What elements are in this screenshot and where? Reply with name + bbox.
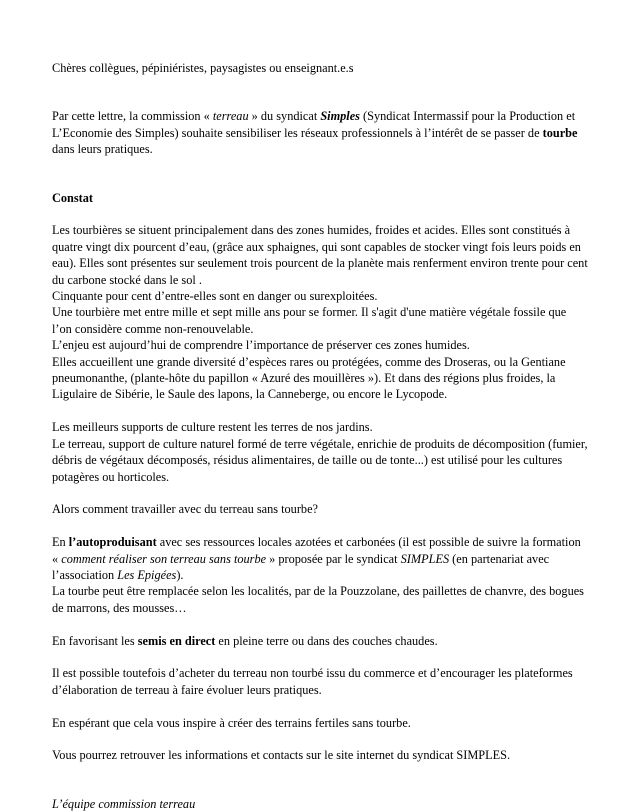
solution2-part2: en pleine terre ou dans des couches chaudes. bbox=[215, 633, 438, 648]
solution1-autoproduisant-bold: l’autoproduisant bbox=[68, 535, 157, 550]
constat-paragraph-3: Une tourbière met entre mille et sept mille ans pour se former. Il s'agit d'une matière végétale fossile que l’on considère comme non-renouvelable. bbox=[52, 305, 567, 336]
solution1-part3: » proposée par le syndicat bbox=[266, 551, 401, 566]
spacer bbox=[52, 403, 589, 419]
spacer bbox=[52, 158, 589, 190]
signature-line: L’équipe commission terreau bbox=[52, 796, 196, 811]
constat-paragraph-4: L’enjeu est aujourd’hui de comprendre l’importance de préserver ces zones humides. bbox=[52, 338, 470, 353]
spacer bbox=[52, 518, 589, 534]
terreau-paragraph-2: Le terreau, support de culture naturel formé de terre végétale, enrichie de produits de décomposition (fumier, débris de végétaux décomposés, résidus alimentaires, de taille ou de tonte...) est utilisé pour les cultures potagères ou horticoles. bbox=[52, 436, 588, 484]
solution1-formation-italic: comment réaliser son terreau sans tourbe bbox=[61, 551, 267, 566]
spacer bbox=[52, 76, 589, 108]
intro-tourbe-bold: tourbe bbox=[542, 125, 578, 140]
solution1-part5: ). bbox=[176, 567, 184, 582]
solution1-simples-italic: SIMPLES bbox=[400, 551, 450, 566]
solution2-part1: En favorisant les bbox=[52, 633, 138, 648]
closing-paragraph-1: En espérant que cela vous inspire à créer des terrains fertiles sans tourbe. bbox=[52, 715, 411, 730]
intro-text-part3: (Syndicat Intermassif pour la Production et L’Economie des Simples) souhaite sensibiliser les réseaux professionnels à l’intérêt de se passer de bbox=[52, 109, 576, 140]
spacer bbox=[52, 764, 589, 796]
terreau-paragraph-1: Les meilleurs supports de culture restent les terres de nos jardins. bbox=[52, 420, 373, 435]
spacer bbox=[52, 698, 589, 714]
intro-terreau-italic: terreau bbox=[212, 109, 249, 124]
solution1-part4: (en partenariat avec l’association bbox=[52, 551, 550, 582]
constat-paragraph-2: Cinquante pour cent d’entre-elles sont en danger ou surexploitées. bbox=[52, 289, 378, 304]
spacer bbox=[52, 616, 589, 632]
solution2-semis-bold: semis en direct bbox=[137, 633, 216, 648]
spacer bbox=[52, 731, 589, 747]
solution1-part2: avec ses ressources locales azotées et carbonées (il est possible de suivre la formation « bbox=[52, 535, 581, 566]
spacer bbox=[52, 206, 589, 222]
spacer bbox=[52, 485, 589, 501]
intro-text-part2: » du syndicat bbox=[248, 109, 321, 124]
document-body bbox=[52, 60, 589, 812]
spacer bbox=[52, 649, 589, 665]
solution-commerce-paragraph: Il est possible toutefois d’acheter du terreau non tourbé issu du commerce et d’encourager les plateformes d’élaboration de terreau à faire évoluer leurs pratiques. bbox=[52, 666, 573, 697]
intro-text-part4: dans leurs pratiques. bbox=[52, 142, 153, 157]
intro-text-part1: Par cette lettre, la commission « bbox=[52, 109, 213, 124]
intro-simples-bolditalic: Simples bbox=[320, 109, 360, 124]
constat-paragraph-1: Les tourbières se situent principalement dans des zones humides, froides et acides. Elles sont constitués à quatre vingt dix pourcent d’eau, (grâce aux sphaignes, qui sont capables de stocker vingt fois leurs poids en eau). Elles sont présentes sur seulement trois pourcent de la planète mais renferment environ trente pour cent du carbone stocké dans le sol . bbox=[52, 223, 588, 287]
constat-paragraph-5: Elles accueillent une grande diversité d’espèces rares ou protégées, comme des Droseras, ou la Gentiane pneumonanthe, (plante-hôte du papillon « Azuré des mouillères »). Et dans des régions plus froides, la Ligulaire de Sibérie, le Saule des lapons, la Canneberge, ou encore le Lycopode. bbox=[52, 354, 566, 402]
solution1-part1: En bbox=[52, 535, 69, 550]
solution-autoproduction-paragraph bbox=[52, 534, 589, 583]
salutation-line: Chères collègues, pépiniéristes, paysagistes ou enseignant.e.s bbox=[52, 61, 354, 75]
solution1-epigees-italic: Les Epigées bbox=[117, 567, 177, 582]
intro-paragraph bbox=[52, 108, 589, 157]
solution-semis-paragraph bbox=[52, 633, 589, 649]
solution-substitutes-paragraph: La tourbe peut être remplacée selon les localités, par de la Pouzzolane, des paillettes de chanvre, des bogues de marrons, des mousses… bbox=[52, 584, 584, 615]
question-line: Alors comment travailler avec du terreau sans tourbe? bbox=[52, 502, 318, 517]
closing-paragraph-2: Vous pourrez retrouver les informations et contacts sur le site internet du syndicat SIMPLES. bbox=[52, 748, 511, 763]
section-heading-constat: Constat bbox=[52, 190, 93, 205]
